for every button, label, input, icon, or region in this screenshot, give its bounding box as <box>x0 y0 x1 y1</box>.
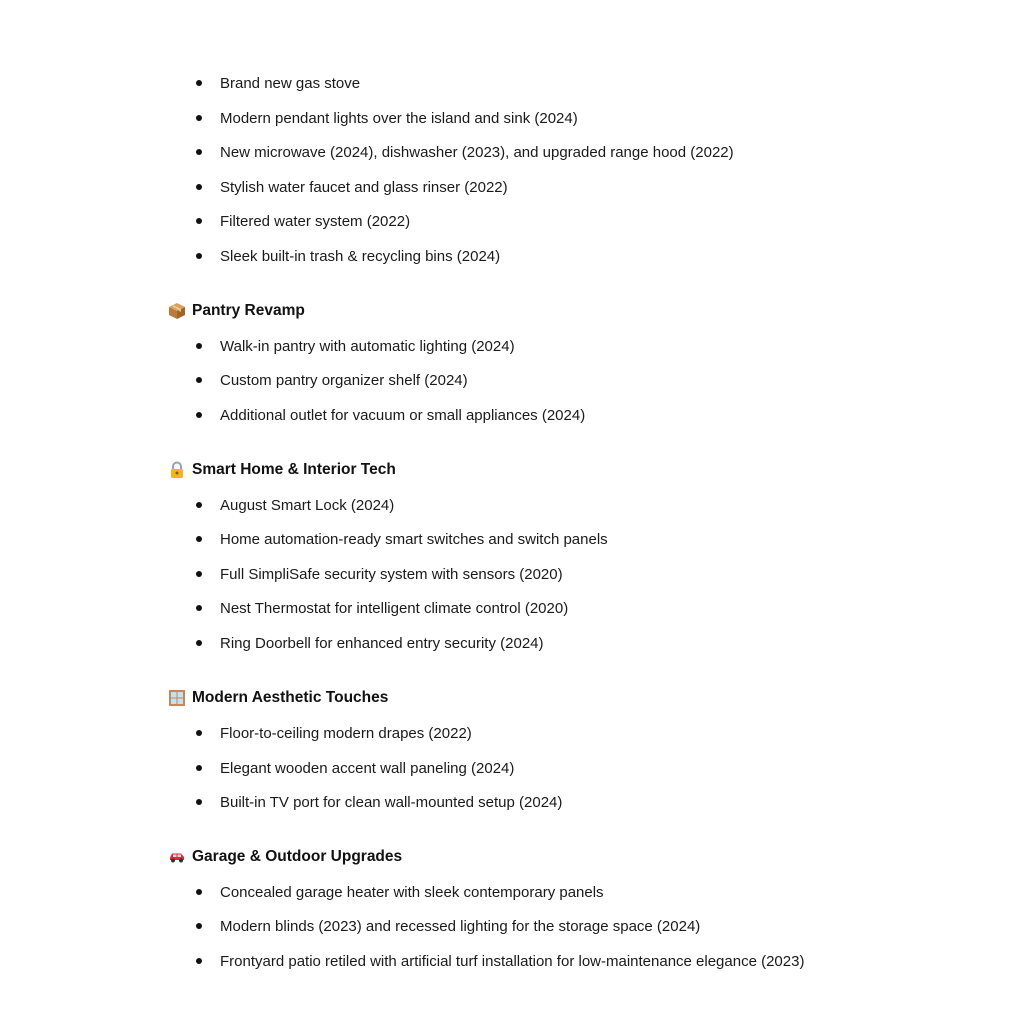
list-item <box>192 949 804 973</box>
bullet <box>196 149 202 155</box>
list-item-text: Stylish water faucet and glass rinser (2022) <box>220 178 508 196</box>
bullet <box>196 412 202 418</box>
section-heading-pantry <box>168 298 305 324</box>
list-item <box>192 596 568 620</box>
list-item <box>192 106 578 130</box>
list-item-text: Additional outlet for vacuum or small appliances (2024) <box>220 406 586 424</box>
list-item <box>192 880 604 904</box>
list-item-text: Frontyard patio retiled with artificial turf installation for low-maintenance elegance (2023) <box>220 952 805 970</box>
bullet <box>196 115 202 121</box>
list-item <box>192 631 544 655</box>
bullet <box>196 889 202 895</box>
list-item <box>192 756 514 780</box>
section-title: Smart Home & Interior Tech <box>192 461 396 478</box>
list-item-text: Filtered water system (2022) <box>220 212 411 230</box>
bullet <box>196 184 202 190</box>
list-item-text: Ring Doorbell for enhanced entry security (2024) <box>220 634 544 652</box>
list-item <box>192 209 410 233</box>
list-item <box>192 790 562 814</box>
list-item-text: Nest Thermostat for intelligent climate control (2020) <box>220 599 569 617</box>
list-item <box>192 914 700 938</box>
bullet <box>196 730 202 736</box>
bullet <box>196 765 202 771</box>
list-item-text: Custom pantry organizer shelf (2024) <box>220 371 468 389</box>
list-item-text: Concealed garage heater with sleek contemporary panels <box>220 883 604 901</box>
bullet <box>196 253 202 259</box>
list-item-text: Brand new gas stove <box>220 74 361 92</box>
list-item-text: Modern blinds (2023) and recessed lighting for the storage space (2024) <box>220 917 701 935</box>
bullet <box>196 377 202 383</box>
list-item-text: Built-in TV port for clean wall-mounted setup (2024) <box>220 793 563 811</box>
list-item-text: Full SimpliSafe security system with sensors (2020) <box>220 565 563 583</box>
list-item-text: Home automation-ready smart switches and switch panels <box>220 530 608 548</box>
list-item <box>192 140 734 164</box>
bullet <box>196 605 202 611</box>
list-item <box>192 562 563 586</box>
bullet <box>196 640 202 646</box>
list-item-text: Walk-in pantry with automatic lighting (2024) <box>220 337 515 355</box>
list-item <box>192 527 608 551</box>
bullet <box>196 343 202 349</box>
bullet <box>196 923 202 929</box>
section-heading-garage <box>168 844 402 870</box>
bullet <box>196 571 202 577</box>
bullet <box>196 80 202 86</box>
lock-icon <box>168 461 186 479</box>
list-item-text: August Smart Lock (2024) <box>220 496 395 514</box>
list-item <box>192 493 394 517</box>
list-item-text: Modern pendant lights over the island and sink (2024) <box>220 109 578 127</box>
section-title: Pantry Revamp <box>192 302 305 319</box>
list-item <box>192 175 508 199</box>
package-icon <box>168 302 186 320</box>
bullet <box>196 218 202 224</box>
list-item-text: Floor-to-ceiling modern drapes (2022) <box>220 724 472 742</box>
list-item <box>192 403 585 427</box>
section-heading-aesthetic <box>168 685 388 711</box>
list-item <box>192 71 360 95</box>
section-title: Modern Aesthetic Touches <box>192 689 389 706</box>
list-item <box>192 721 472 745</box>
section-title: Garage & Outdoor Upgrades <box>192 848 403 865</box>
bullet <box>196 502 202 508</box>
list-item <box>192 368 468 392</box>
list-item <box>192 244 500 268</box>
list-item-text: New microwave (2024), dishwasher (2023), and upgraded range hood (2022) <box>220 143 734 161</box>
bullet <box>196 799 202 805</box>
window-icon <box>168 689 186 707</box>
list-item-text: Elegant wooden accent wall paneling (2024) <box>220 759 515 777</box>
section-heading-smart-home <box>168 457 396 483</box>
list-item <box>192 334 515 358</box>
list-item-text: Sleek built-in trash & recycling bins (2024) <box>220 247 501 265</box>
bullet <box>196 536 202 542</box>
car-icon <box>168 848 186 866</box>
bullet <box>196 958 202 964</box>
